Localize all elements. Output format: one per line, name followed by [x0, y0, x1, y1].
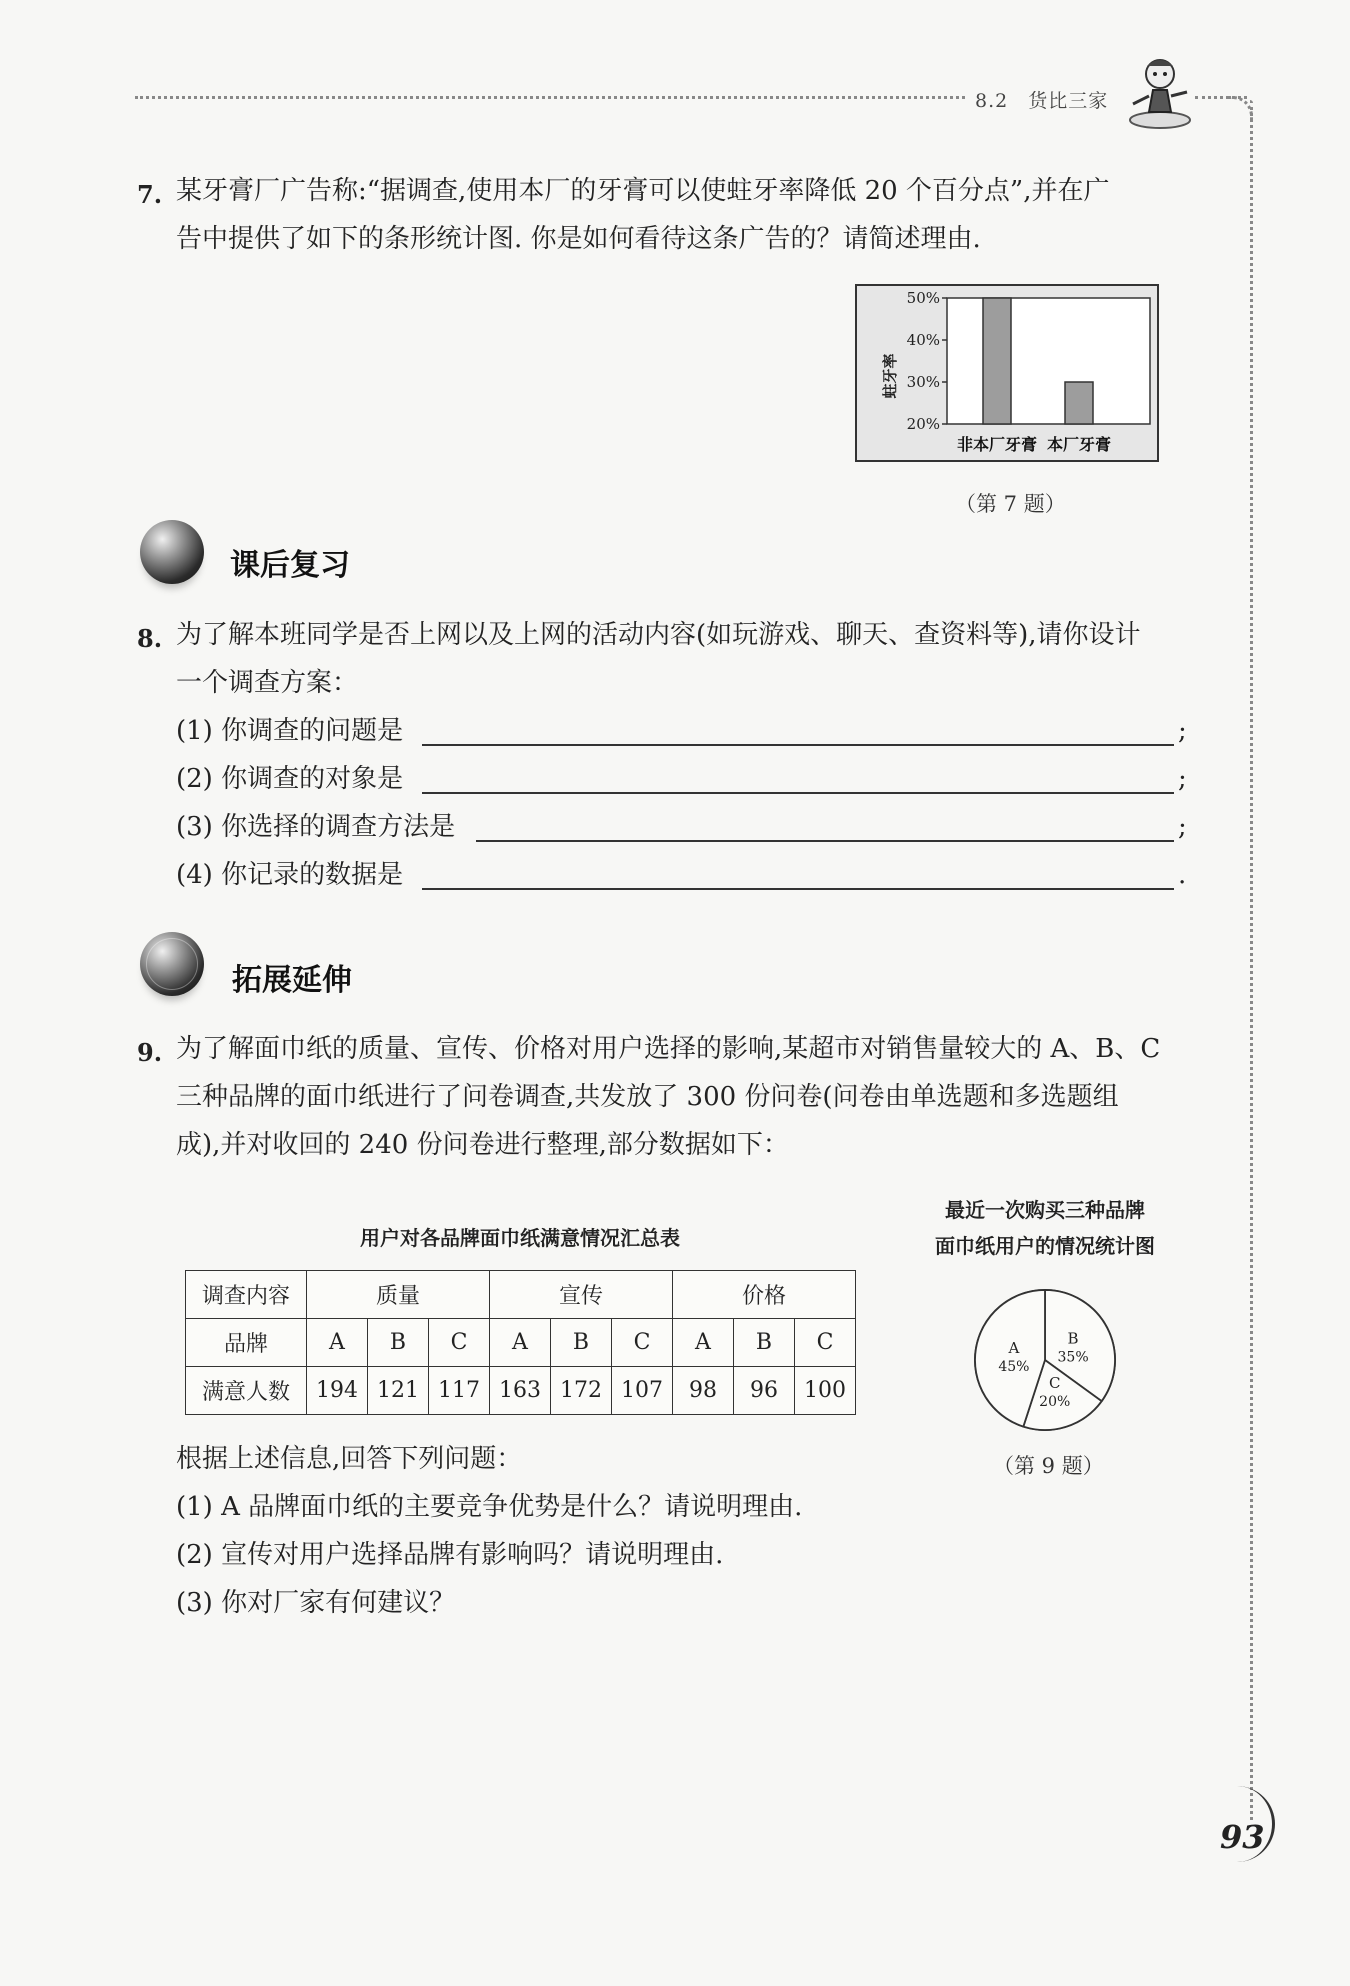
q8-item3-end: ;: [1178, 812, 1187, 842]
table-cell: 质量: [307, 1271, 490, 1319]
q9-line3: 成),并对收回的 240 份问卷进行整理,部分数据如下：: [176, 1130, 789, 1160]
table-cell: A: [673, 1319, 734, 1367]
q8-number: 8.: [137, 624, 163, 653]
q8-item1-blank[interactable]: [422, 744, 1174, 746]
q7-number: 7.: [137, 180, 163, 209]
table-cell: C: [612, 1319, 673, 1367]
q9-sub3: (3) 你对厂家有何建议？: [176, 1588, 456, 1618]
table-cell: 96: [734, 1367, 795, 1415]
pie-title-line2: 面巾纸用户的情况统计图: [935, 1234, 1155, 1258]
q7-line1: 某牙膏厂广告称:“据调查,使用本厂的牙膏可以使蛀牙率降低 20 个百分点”,并在广: [176, 176, 1110, 206]
q8-item1-end: ;: [1178, 716, 1187, 746]
bar-chart-frame: [855, 284, 1159, 462]
satisfaction-table: [185, 1270, 856, 1415]
pie-title-line1: 最近一次购买三种品牌: [945, 1198, 1145, 1222]
q9-caption: （第 9 题）: [993, 1454, 1104, 1478]
q8-item2-end: ;: [1178, 764, 1187, 794]
table-cell: C: [795, 1319, 856, 1367]
table-cell: 107: [612, 1367, 673, 1415]
bar: [1065, 382, 1093, 424]
table-cell: B: [551, 1319, 612, 1367]
pie-slice-label: A: [1008, 1339, 1020, 1358]
q8-item4-end: .: [1178, 860, 1187, 890]
table-row: [186, 1367, 856, 1415]
table-cell: B: [368, 1319, 429, 1367]
q9-line2: 三种品牌的面巾纸进行了问卷调查,共发放了 300 份问卷(问卷由单选题和多选题组: [176, 1082, 1119, 1112]
table-cell: 100: [795, 1367, 856, 1415]
q9-line1: 为了解面巾纸的质量、宣传、价格对用户选择的影响,某超市对销售量较大的 A、B、C: [176, 1034, 1161, 1064]
q8-line1: 为了解本班同学是否上网以及上网的活动内容(如玩游戏、聊天、查资料等),请你设计: [176, 620, 1141, 650]
pie-slice-value: 45%: [998, 1359, 1030, 1376]
y-tick-label: 40%: [906, 331, 940, 349]
table-cell: 满意人数: [186, 1367, 307, 1415]
q9-sub1: (1) A 品牌面巾纸的主要竞争优势是什么？请说明理由.: [176, 1492, 803, 1522]
section-header: 8.2 货比三家: [975, 90, 1109, 112]
table-row: [186, 1271, 856, 1319]
q9-prompt: 根据上述信息,回答下列问题：: [176, 1444, 523, 1474]
table-cell: 98: [673, 1367, 734, 1415]
table-cell: 117: [429, 1367, 490, 1415]
y-tick-label: 50%: [906, 289, 940, 307]
table-cell: C: [429, 1319, 490, 1367]
q8-line2: 一个调查方案：: [176, 668, 359, 698]
bar-chart: [857, 286, 1157, 460]
q8-item3-blank[interactable]: [476, 840, 1174, 842]
table-cell: 价格: [673, 1271, 856, 1319]
header-rule-left: [135, 96, 965, 99]
table-cell: A: [307, 1319, 368, 1367]
pie-slice-label: C: [1048, 1373, 1061, 1392]
q7-caption: （第 7 题）: [955, 492, 1066, 516]
side-rule: [1250, 100, 1253, 1820]
section-globe-icon: [140, 932, 204, 996]
q8-item1-label: (1) 你调查的问题是: [176, 716, 404, 746]
section-review-title: 课后复习: [230, 548, 350, 583]
bar: [983, 298, 1011, 424]
q9-number: 9.: [137, 1038, 163, 1067]
table-cell: 163: [490, 1367, 551, 1415]
q9-sub2: (2) 宣传对用户选择品牌有影响吗？请说明理由.: [176, 1540, 724, 1570]
x-tick-label: 非本厂牙膏: [956, 435, 1038, 454]
q8-item2-label: (2) 你调查的对象是: [176, 764, 404, 794]
pie-slice-label: B: [1067, 1329, 1079, 1348]
page-number: 93: [1220, 1818, 1265, 1856]
plot-area: [947, 298, 1150, 424]
section-ball-icon: [140, 520, 204, 584]
table-cell: 品牌: [186, 1319, 307, 1367]
table-cell: 172: [551, 1367, 612, 1415]
q8-item2-blank[interactable]: [422, 792, 1174, 794]
table-cell: 194: [307, 1367, 368, 1415]
y-tick-label: 20%: [906, 415, 940, 433]
q8-item4-blank[interactable]: [422, 888, 1174, 890]
pie-chart: [960, 1280, 1130, 1440]
table-cell: A: [490, 1319, 551, 1367]
section-extension-title: 拓展延伸: [232, 963, 352, 998]
y-tick-label: 30%: [906, 373, 940, 391]
table-cell: 121: [368, 1367, 429, 1415]
table-cell: 宣传: [490, 1271, 673, 1319]
q8-item4-label: (4) 你记录的数据是: [176, 860, 404, 890]
table-row: [186, 1319, 856, 1367]
pie-slice-value: 35%: [1057, 1349, 1089, 1366]
q7-line2: 告中提供了如下的条形统计图. 你是如何看待这条广告的？请简述理由.: [176, 224, 981, 254]
cartoon-mascot-icon: [1125, 52, 1195, 132]
x-tick-label: 本厂牙膏: [1046, 435, 1112, 454]
q8-item3-label: (3) 你选择的调查方法是: [176, 812, 456, 842]
pie-slice-value: 20%: [1039, 1393, 1071, 1410]
table-title: 用户对各品牌面巾纸满意情况汇总表: [360, 1226, 680, 1250]
table-cell: B: [734, 1319, 795, 1367]
table-cell: 调查内容: [186, 1271, 307, 1319]
y-axis-label: 蛀牙率: [881, 353, 899, 399]
